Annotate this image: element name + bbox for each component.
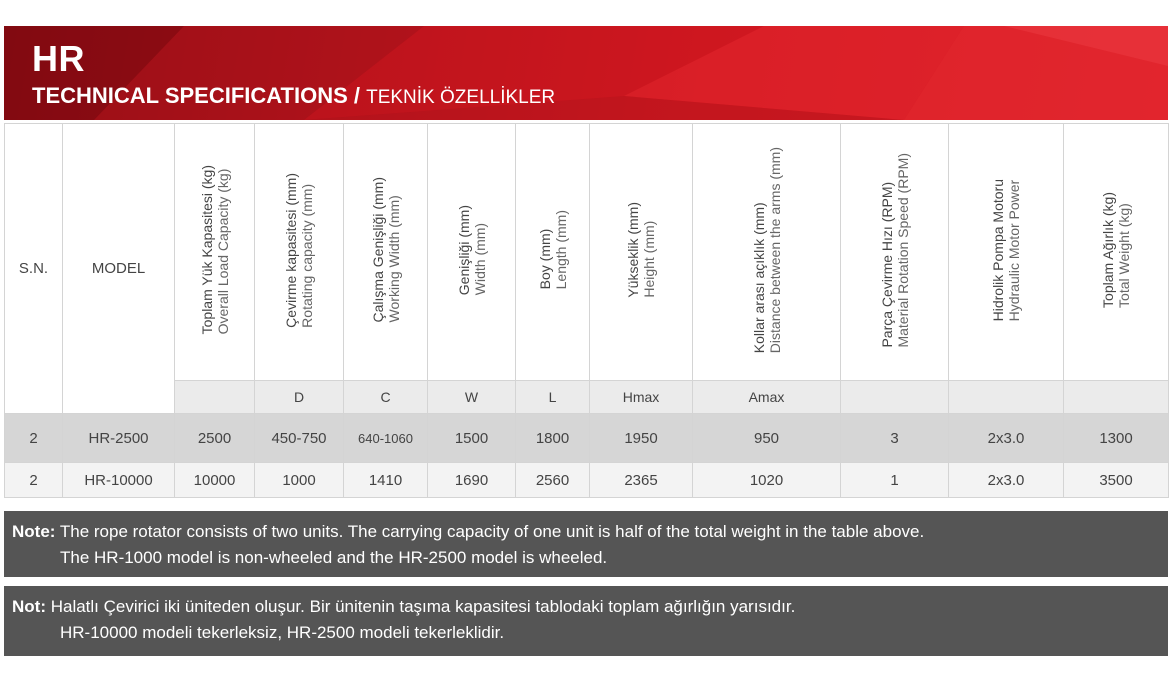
cell-sn: 2 — [5, 463, 63, 498]
subtitle-turkish: TEKNİK ÖZELLİKLER — [366, 87, 556, 108]
symbol-cell — [175, 381, 255, 414]
table-cell: 1950 — [590, 414, 693, 463]
table-cell: 2560 — [516, 463, 590, 498]
column-header: Kollar arası açıklık (mm) Distance between the arms (mm) — [693, 124, 841, 381]
table-cell: 3500 — [1064, 463, 1169, 498]
table-cell: 1000 — [255, 463, 344, 498]
note-text: The rope rotator consists of two units. The carrying capacity of one unit is half of the total weight in the table above. — [55, 522, 925, 541]
header-row — [5, 124, 1169, 381]
cell-model: HR-10000 — [63, 463, 175, 498]
column-header: Çalışma Genişliği (mm) Working Width (mm) — [344, 124, 428, 381]
symbol-cell — [949, 381, 1064, 414]
table-cell: 1020 — [693, 463, 841, 498]
table-cell: 2x3.0 — [949, 463, 1064, 498]
table-cell: 1300 — [1064, 414, 1169, 463]
symbol-cell — [1064, 381, 1169, 414]
page-subtitle — [32, 84, 555, 110]
column-header: Çevirme kapasitesi (mm) Rotating capacity (mm) — [255, 124, 344, 381]
column-header: Toplam Ağırlık (kg) Total Weight (kg) — [1064, 124, 1169, 381]
page-title: HR — [32, 38, 85, 79]
symbol-cell: L — [516, 381, 590, 414]
table-cell: 10000 — [175, 463, 255, 498]
column-header: Parça Çevirme Hızı (RPM) Material Rotation Speed (RPM) — [841, 124, 949, 381]
table-cell: 3 — [841, 414, 949, 463]
column-header: Genişliği (mm) Width (mm) — [428, 124, 516, 381]
table-cell: 640-1060 — [344, 414, 428, 463]
column-header: Yükseklik (mm) Height (mm) — [590, 124, 693, 381]
note-turkish — [4, 586, 1168, 656]
cell-sn: 2 — [5, 414, 63, 463]
note-label: Not: — [12, 597, 46, 616]
column-header: Boy (mm) Length (mm) — [516, 124, 590, 381]
symbol-row — [5, 381, 1169, 414]
note-text: Halatlı Çevirici iki üniteden oluşur. Bir ünitenin taşıma kapasitesi tablodaki toplam ağırlığın yarısıdır. — [45, 597, 796, 616]
table-cell: 1500 — [428, 414, 516, 463]
note-text: The HR-1000 model is non-wheeled and the HR-2500 model is wheeled. — [60, 548, 608, 567]
table-cell: 1 — [841, 463, 949, 498]
table-cell: 2x3.0 — [949, 414, 1064, 463]
column-header-sn: S.N. — [5, 124, 63, 414]
specifications-table — [4, 123, 1169, 498]
symbol-cell: Hmax — [590, 381, 693, 414]
table-cell: 2500 — [175, 414, 255, 463]
symbol-cell: Amax — [693, 381, 841, 414]
note-label: Note: — [12, 522, 56, 541]
symbol-cell: W — [428, 381, 516, 414]
column-header: Hidrolik Pompa Motoru Hydraulic Motor Power — [949, 124, 1064, 381]
table-row — [5, 463, 1169, 498]
symbol-cell: D — [255, 381, 344, 414]
table-cell: 2365 — [590, 463, 693, 498]
table-cell: 1800 — [516, 414, 590, 463]
cell-model: HR-2500 — [63, 414, 175, 463]
table-row — [5, 414, 1169, 463]
symbol-cell — [841, 381, 949, 414]
subtitle-english: TECHNICAL SPECIFICATIONS / — [32, 83, 360, 108]
table-cell: 1410 — [344, 463, 428, 498]
note-text: HR-10000 modeli tekerleksiz, HR-2500 modeli tekerleklidir. — [60, 623, 505, 642]
table-cell: 450-750 — [255, 414, 344, 463]
note-english — [4, 511, 1168, 577]
table-cell: 1690 — [428, 463, 516, 498]
column-header: Toplam Yük Kapasitesi (kg) Overall Load Capacity (kg) — [175, 124, 255, 381]
symbol-cell: C — [344, 381, 428, 414]
header-banner — [4, 26, 1168, 120]
table-cell: 950 — [693, 414, 841, 463]
column-header-model: MODEL — [63, 124, 175, 414]
